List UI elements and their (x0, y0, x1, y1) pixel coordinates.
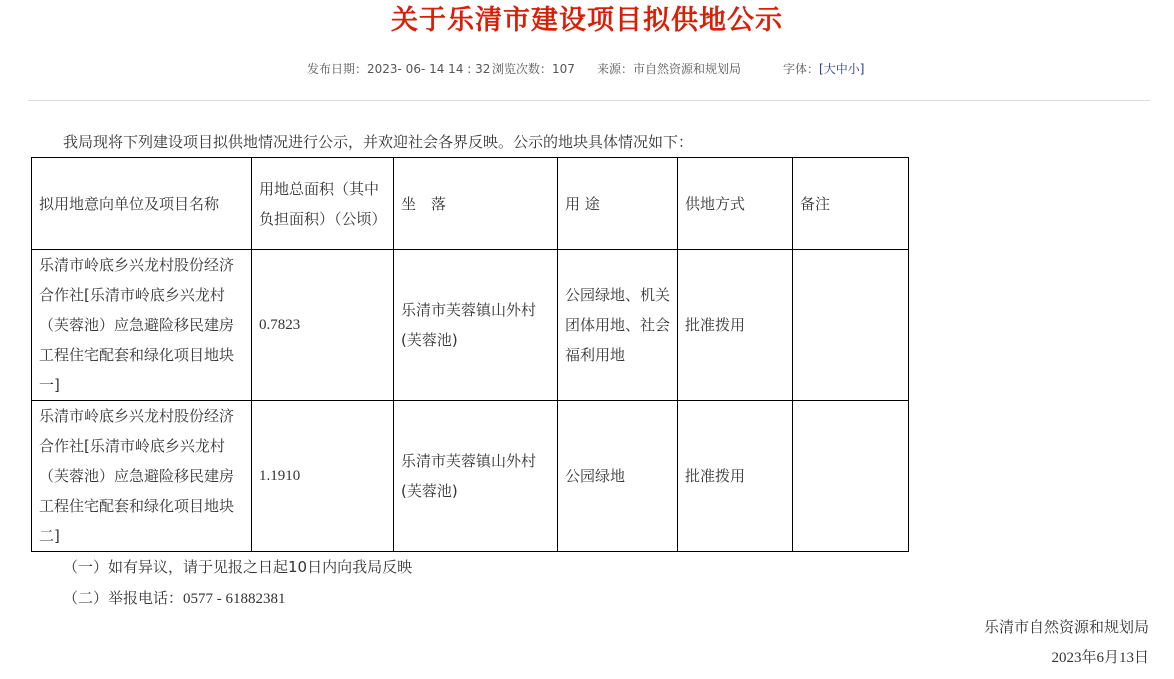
view-count: 浏览次数：107 (492, 62, 575, 76)
location-cell: 乐清市芙蓉镇山外村(芙蓉池) (394, 401, 558, 552)
location-cell: 乐清市芙蓉镇山外村(芙蓉池) (394, 250, 558, 401)
issue-date (1051, 647, 1149, 668)
project-name-cell: 乐清市岭底乡兴龙村股份经济合作社[乐清市岭底乡兴龙村（芙蓉池）应急避险移民建房工程住宅配套和绿化项目地块一] (32, 250, 252, 401)
area-cell: 1.1910 (252, 401, 394, 552)
hotline-label: （二）举报电话： (63, 589, 184, 607)
font-size-large-link[interactable]: 大 (823, 62, 836, 76)
table-row (32, 250, 909, 401)
page-title: 关于乐清市建设项目拟供地公示 (391, 5, 783, 36)
font-size-small-link[interactable]: 小 (847, 62, 860, 76)
issue-date-text: 2023年6月13日 (1051, 650, 1149, 666)
font-size-label: 字体： (783, 62, 820, 76)
header-divider (28, 100, 1150, 101)
publish-date: 发布日期：2023- 06- 14 14 : 32 (307, 62, 491, 76)
hotline-note (63, 588, 286, 609)
article-meta (0, 61, 1174, 77)
use-cell: 公园绿地、机关团体用地、社会福利用地 (558, 250, 678, 401)
header-cell-method: 供地方式 (678, 158, 793, 250)
remark-cell (793, 250, 909, 401)
method-cell: 批准拨用 (678, 250, 793, 401)
font-size-bracket-open: [ (819, 62, 824, 76)
hotline-phone: 0577 - 61882381 (183, 591, 286, 607)
header-cell-remark: 备注 (793, 158, 909, 250)
project-name-cell: 乐清市岭底乡兴龙村股份经济合作社[乐清市岭底乡兴龙村（芙蓉池）应急避险移民建房工程住宅配套和绿化项目地块二] (32, 401, 252, 552)
font-size-control (783, 61, 864, 77)
table-header-row (32, 158, 909, 250)
source-label: 来源：市自然资源和规划局 (597, 62, 742, 76)
header-cell-location: 坐 落 (394, 158, 558, 250)
header-cell-area: 用地总面积（其中负担面积）（公顷） (252, 158, 394, 250)
intro-paragraph: 我局现将下列建设项目拟供地情况进行公示，并欢迎社会各界反映。公示的地块具体情况如下： (63, 133, 694, 151)
table-row (32, 401, 909, 552)
land-supply-table (31, 157, 909, 552)
use-cell: 公园绿地 (558, 401, 678, 552)
header-cell-project: 拟用地意向单位及项目名称 (32, 158, 252, 250)
issuing-organization: 乐清市自然资源和规划局 (983, 618, 1149, 636)
objection-note: （一）如有异议，请于见报之日起10日内向我局反映 (63, 558, 413, 576)
font-size-medium-link[interactable]: 中 (835, 62, 848, 76)
method-cell: 批准拨用 (678, 401, 793, 552)
font-size-bracket-close: ] (859, 62, 865, 76)
remark-cell (793, 401, 909, 552)
header-cell-use: 用 途 (558, 158, 678, 250)
area-cell: 0.7823 (252, 250, 394, 401)
